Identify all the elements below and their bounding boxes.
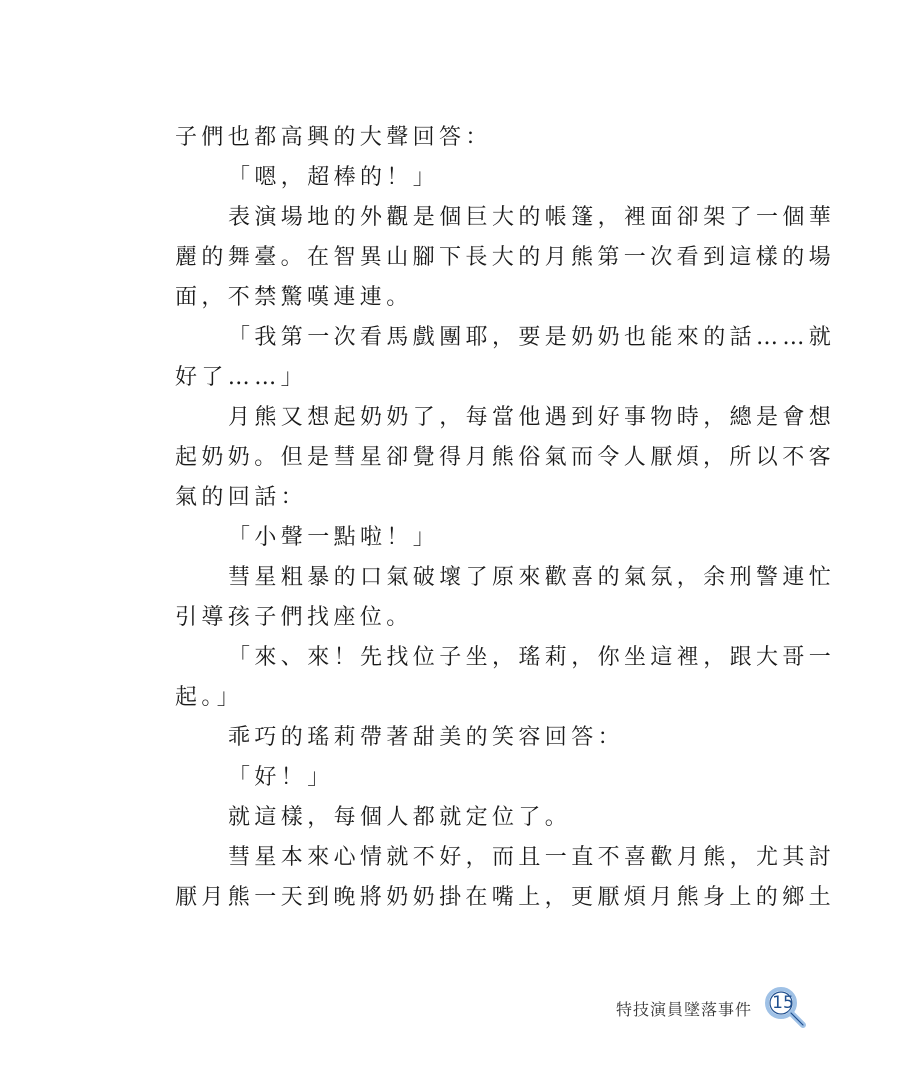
- text-line: 氣的回話：: [175, 485, 308, 510]
- text-line: 好了……」: [175, 365, 308, 390]
- text-line: 起奶奶。但是彗星卻覺得月熊俗氣而令人厭煩，所以不客: [175, 445, 836, 470]
- text-line: 月熊又想起奶奶了，每當他遇到好事物時，總是會想: [228, 405, 836, 430]
- text-line: 表演場地的外觀是個巨大的帳篷，裡面卻架了一個華: [228, 205, 836, 230]
- text-line: 子們也都高興的大聲回答：: [175, 125, 492, 150]
- text-line: 「嗯，超棒的！」: [228, 165, 440, 190]
- text-line: 「好！」: [228, 765, 334, 790]
- text-line: 彗星本來心情就不好，而且一直不喜歡月熊，尤其討: [228, 845, 836, 870]
- text-line: 引導孩子們找座位。: [175, 605, 413, 630]
- book-title: 特技演員墜落事件: [615, 1000, 752, 1019]
- text-line: 就這樣，每個人都就定位了。: [228, 805, 572, 830]
- text-line: 「來、來！先找位子坐，瑤莉，你坐這裡，跟大哥一: [228, 645, 836, 670]
- text-line: 起。」: [175, 685, 244, 710]
- text-line: 「小聲一點啦！」: [228, 525, 440, 550]
- text-line: 「我第一次看馬戲團耶，要是奶奶也能來的話……就: [228, 325, 836, 350]
- text-line: 厭月熊一天到晚將奶奶掛在嘴上，更厭煩月熊身上的鄉土: [175, 885, 836, 910]
- page-number: 15: [772, 993, 794, 1013]
- text-line: 乖巧的瑤莉帶著甜美的笑容回答：: [228, 725, 625, 750]
- body-text: [175, 118, 836, 918]
- page-footer: [570, 985, 830, 1035]
- text-line: 彗星粗暴的口氣破壞了原來歡喜的氣氛，余刑警連忙: [228, 565, 836, 590]
- text-line: 麗的舞臺。在智異山腳下長大的月熊第一次看到這樣的場: [175, 245, 836, 270]
- text-line: 面，不禁驚嘆連連。: [175, 285, 413, 310]
